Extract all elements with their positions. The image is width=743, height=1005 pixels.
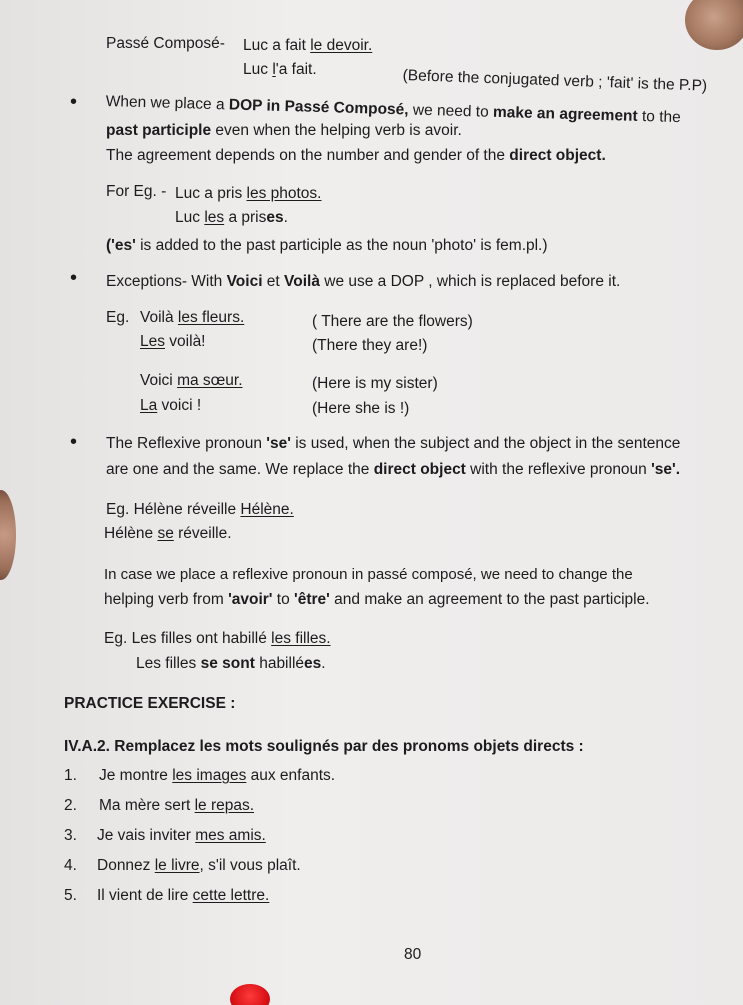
exercise-item: 2. bbox=[64, 797, 77, 814]
page-number: 80 bbox=[404, 946, 422, 963]
finger-top-right bbox=[685, 0, 743, 50]
bullet3-line1: The Reflexive pronoun 'se' is used, when the subject and the object in the sentence bbox=[106, 435, 681, 452]
intro-example-line1: Luc a fait le devoir. bbox=[243, 37, 373, 54]
bullet1-line3: The agreement depends on the number and gender of the direct object. bbox=[106, 147, 606, 164]
bullet2-row1-translation: ( There are the flowers) bbox=[312, 313, 473, 330]
practice-heading: PRACTICE EXERCISE : bbox=[64, 695, 236, 712]
bullet3-para-line1: In case we place a reflexive pronoun in passé composé, we need to change the bbox=[104, 566, 633, 583]
bullet1-line1: When we place a DOP in Passé Composé, we need to make an agreement to the bbox=[105, 92, 682, 127]
bullet2-row4-translation: (Here she is !) bbox=[312, 400, 410, 417]
bullet1-line2: past participle even when the helping verb is avoir. bbox=[106, 122, 462, 139]
bullet2-row4: La voici ! bbox=[140, 397, 202, 414]
bullet2-eg-label: Eg. bbox=[106, 309, 130, 326]
bullet-dot: • bbox=[70, 267, 78, 289]
bullet2-row2-translation: (There they are!) bbox=[312, 337, 428, 354]
bullet3-line2: are one and the same. We replace the direct object with the reflexive pronoun 'se'. bbox=[106, 461, 681, 478]
bullet2-row3: Voici ma sœur. bbox=[140, 372, 243, 389]
bullet1-eg1: Luc a pris les photos. bbox=[175, 185, 322, 202]
bullet-dot: • bbox=[70, 431, 78, 453]
exercise-item: 5. bbox=[64, 887, 77, 904]
exercise-item-text: Donnez le livre, s'il vous plaît. bbox=[97, 857, 301, 874]
exercise-item: 4. bbox=[64, 857, 77, 874]
bullet3-eg3: Eg. Les filles ont habillé les filles. bbox=[104, 630, 331, 647]
exercise-item: 1. bbox=[64, 767, 77, 784]
bullet2-row1: Voilà les fleurs. bbox=[140, 309, 245, 326]
bullet3-eg2: Hélène se réveille. bbox=[104, 525, 232, 542]
exercise-item-text: Ma mère sert le repas. bbox=[99, 797, 255, 814]
bullet1-note: ('es' is added to the past participle as the noun 'photo' is fem.pl.) bbox=[106, 237, 548, 254]
bullet3-para-line2: helping verb from 'avoir' to 'être' and make an agreement to the past participle. bbox=[104, 591, 650, 608]
exercise-item: 3. bbox=[64, 827, 77, 844]
bullet3-eg4: Les filles se sont habillées. bbox=[136, 655, 326, 672]
bullet-dot: • bbox=[70, 91, 78, 113]
intro-note: (Before the conjugated verb ; 'fait' is the P.P) bbox=[402, 66, 708, 95]
exercise-item-text: Je montre les images aux enfants. bbox=[99, 767, 336, 784]
exercise-item-text: Je vais inviter mes amis. bbox=[97, 827, 266, 844]
bullet1-eg2: Luc les a prises. bbox=[175, 209, 288, 226]
finger-left-edge bbox=[0, 490, 16, 580]
bullet3-eg1: Eg. Hélène réveille Hélène. bbox=[106, 501, 294, 518]
bullet2-row3-translation: (Here is my sister) bbox=[312, 375, 438, 392]
practice-subheading: IV.A.2. Remplacez les mots soulignés par des pronoms objets directs : bbox=[64, 738, 584, 755]
bullet2-row2: Les voilà! bbox=[140, 333, 206, 350]
passe-compose-label: Passé Composé- bbox=[106, 35, 225, 52]
red-sticker bbox=[230, 984, 270, 1005]
intro-example-line2: Luc l'a fait. bbox=[243, 61, 317, 78]
bullet2-line1: Exceptions- With Voici et Voilà we use a DOP , which is replaced before it. bbox=[106, 273, 621, 290]
exercise-item-text: Il vient de lire cette lettre. bbox=[97, 887, 270, 904]
bullet1-eg-label: For Eg. - bbox=[106, 183, 167, 200]
